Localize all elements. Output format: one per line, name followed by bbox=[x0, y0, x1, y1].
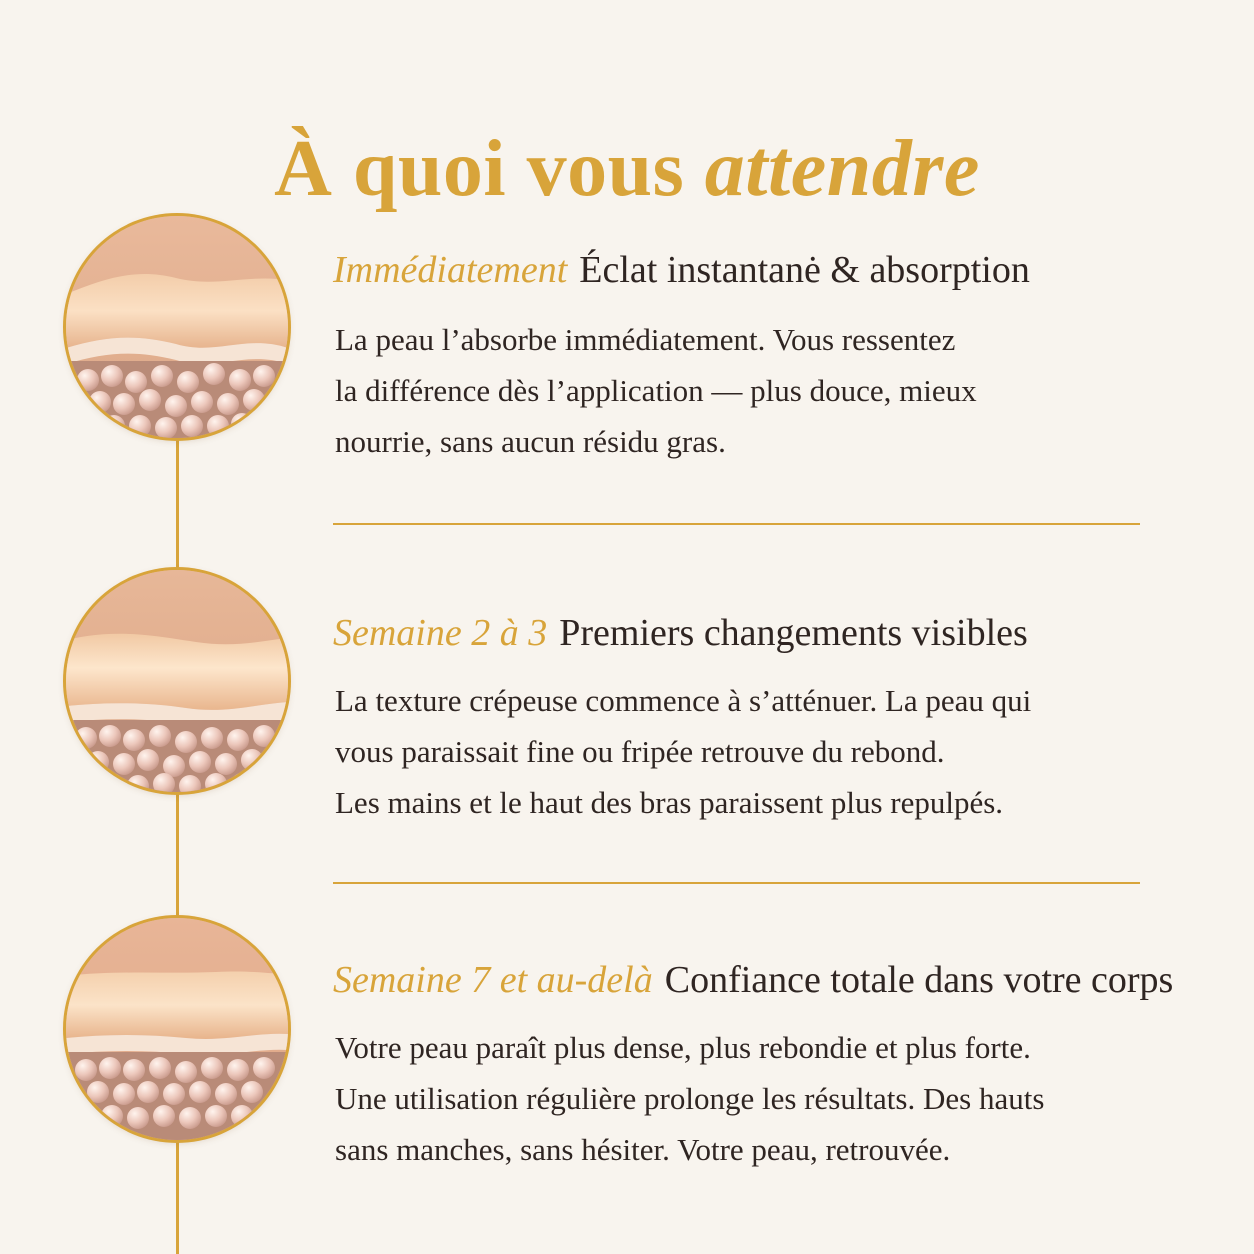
stage-title: Confiance totale dans votre corps bbox=[664, 959, 1174, 1001]
divider bbox=[333, 523, 1140, 525]
description-line: La peau l’absorbe immédiatement. Vous ressentez bbox=[335, 322, 956, 357]
description-line: sans manches, sans hésiter. Votre peau, retrouvée. bbox=[335, 1132, 951, 1167]
skin-layers-icon bbox=[66, 570, 288, 792]
page-title bbox=[0, 124, 1254, 215]
stage-description bbox=[335, 675, 1155, 828]
description-line: la différence dès l’application — plus douce, mieux bbox=[335, 373, 977, 408]
stage-heading bbox=[333, 958, 1173, 1002]
stage-heading bbox=[333, 248, 1030, 292]
stage-title: Premiers changements visibles bbox=[559, 612, 1028, 654]
stage-title: Éclat instantanė & absorption bbox=[579, 249, 1030, 291]
description-line: La texture crépeuse commence à s’atténuer. La peau qui bbox=[335, 683, 1032, 718]
stage-description bbox=[335, 1022, 1155, 1175]
description-line: nourrie, sans aucun résidu gras. bbox=[335, 424, 726, 459]
stage-description bbox=[335, 314, 1155, 467]
skin-layers-icon bbox=[66, 216, 288, 438]
description-line: Une utilisation régulière prolonge les résultats. Des hauts bbox=[335, 1081, 1045, 1116]
stage-phase: Semaine 2 à 3 bbox=[333, 612, 548, 654]
stage-heading bbox=[333, 611, 1028, 655]
skin-layers-icon bbox=[66, 918, 288, 1140]
stage-phase: Immédiatement bbox=[333, 249, 568, 291]
stage-phase: Semaine 7 et au-delà bbox=[333, 959, 653, 1001]
description-line: Votre peau paraît plus dense, plus rebondie et plus forte. bbox=[335, 1030, 1031, 1065]
title-plain: À quoi vous bbox=[274, 124, 685, 213]
description-line: Les mains et le haut des bras paraissent plus repulpés. bbox=[335, 785, 1004, 820]
description-line: vous paraissait fine ou fripée retrouve du rebond. bbox=[335, 734, 945, 769]
title-italic: attendre bbox=[704, 124, 980, 213]
divider bbox=[333, 882, 1140, 884]
